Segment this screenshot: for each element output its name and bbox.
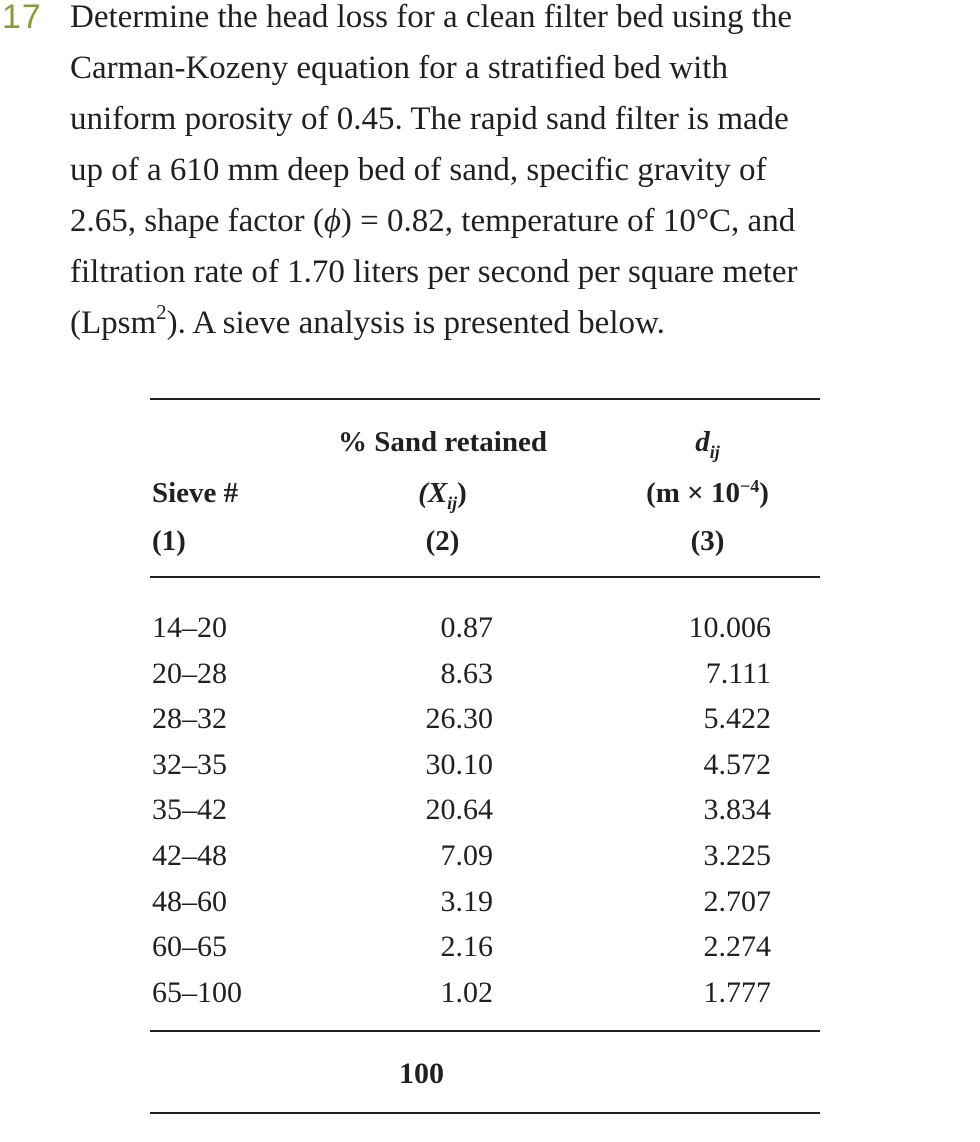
total-value: 100 <box>399 1057 444 1090</box>
header-sieve-num: (1) <box>152 525 186 557</box>
sieve-cell: 20–28 <box>152 656 227 690</box>
sieve-cell: 14–20 <box>152 611 227 644</box>
problem-line-2: Carman-Kozeny equation for a stratified bed with <box>70 50 728 86</box>
table-row <box>0 924 980 970</box>
table-row <box>0 970 980 1016</box>
header-d-unit-exponent: −4 <box>739 476 760 496</box>
header-d-symbol <box>600 421 815 466</box>
problem-line-7a: (Lpsm <box>70 305 157 341</box>
header-d-num: (3) <box>690 525 725 557</box>
d-cell: 5.422 <box>703 702 771 736</box>
pct-cell: 7.09 <box>440 838 493 872</box>
header-d-unit-open: (m × 10 <box>646 477 740 509</box>
table-row <box>0 833 980 879</box>
pct-cell: 3.19 <box>440 884 493 918</box>
pct-cell: 1.02 <box>440 975 493 1009</box>
sieve-cell: 48–60 <box>152 884 227 918</box>
problem-line-3: uniform porosity of 0.45. The rapid sand filter is made <box>70 101 789 137</box>
d-cell: 3.225 <box>703 838 771 872</box>
table-row <box>0 879 980 925</box>
problem-line-7b: ). A sieve analysis is presented below. <box>166 305 665 341</box>
table-row <box>0 651 980 697</box>
table-top-rule <box>150 398 820 400</box>
d-cell: 1.777 <box>703 975 771 1009</box>
table-row <box>0 787 980 833</box>
table-total-rule <box>150 1030 820 1032</box>
header-x-open: (X <box>418 477 448 509</box>
header-d-letter: d <box>695 426 710 458</box>
sieve-cell: 60–65 <box>152 930 227 964</box>
header-pct-title: % Sand retained <box>338 426 547 458</box>
pct-cell: 26.30 <box>425 702 493 736</box>
header-d-unit-close: ) <box>759 477 769 509</box>
problem-line-4: up of a 610 mm deep bed of sand, specific gravity of <box>70 152 767 188</box>
header-pct-num: (2) <box>425 525 460 557</box>
pct-cell: 8.63 <box>440 656 493 690</box>
d-cell: 2.707 <box>703 884 771 918</box>
header-sieve-title: Sieve # <box>152 477 239 509</box>
pct-cell: 20.64 <box>425 793 493 827</box>
sieve-cell: 32–35 <box>152 747 227 781</box>
sieve-cell: 28–32 <box>152 702 227 736</box>
table-row <box>0 696 980 742</box>
problem-line-5b: ) = 0.82, temperature of 10°C, and <box>340 203 796 239</box>
table-bottom-rule <box>150 1112 820 1114</box>
table-row <box>0 742 980 788</box>
table-body <box>0 605 980 1015</box>
d-cell: 2.274 <box>703 930 771 964</box>
sieve-cell: 42–48 <box>152 838 227 872</box>
sieve-cell: 65–100 <box>152 975 242 1009</box>
problem-statement <box>70 0 975 349</box>
pct-cell: 0.87 <box>440 611 493 644</box>
header-x-close: ) <box>457 477 467 509</box>
header-d-unit <box>600 472 815 517</box>
d-cell: 10.006 <box>688 611 771 644</box>
d-cell: 7.111 <box>705 656 771 690</box>
table-row <box>0 605 980 651</box>
header-x-subscript: ij <box>447 493 458 513</box>
pct-cell: 2.16 <box>440 930 493 964</box>
header-pct-symbol <box>300 472 585 517</box>
d-cell: 4.572 <box>703 747 771 781</box>
header-d-subscript: ij <box>709 442 720 462</box>
table-header-rule <box>150 576 820 578</box>
problem-line-5a: 2.65, shape factor ( <box>70 203 324 239</box>
d-cell: 3.834 <box>703 793 771 827</box>
problem-number: 17 <box>2 0 42 36</box>
problem-line-6: filtration rate of 1.70 liters per second per square meter <box>70 254 798 290</box>
phi-symbol: ϕ <box>323 203 341 239</box>
problem-line-1: Determine the head loss for a clean filter bed using the <box>70 0 793 35</box>
squared-superscript: 2 <box>156 300 167 324</box>
sieve-cell: 35–42 <box>152 793 227 827</box>
pct-cell: 30.10 <box>425 747 493 781</box>
